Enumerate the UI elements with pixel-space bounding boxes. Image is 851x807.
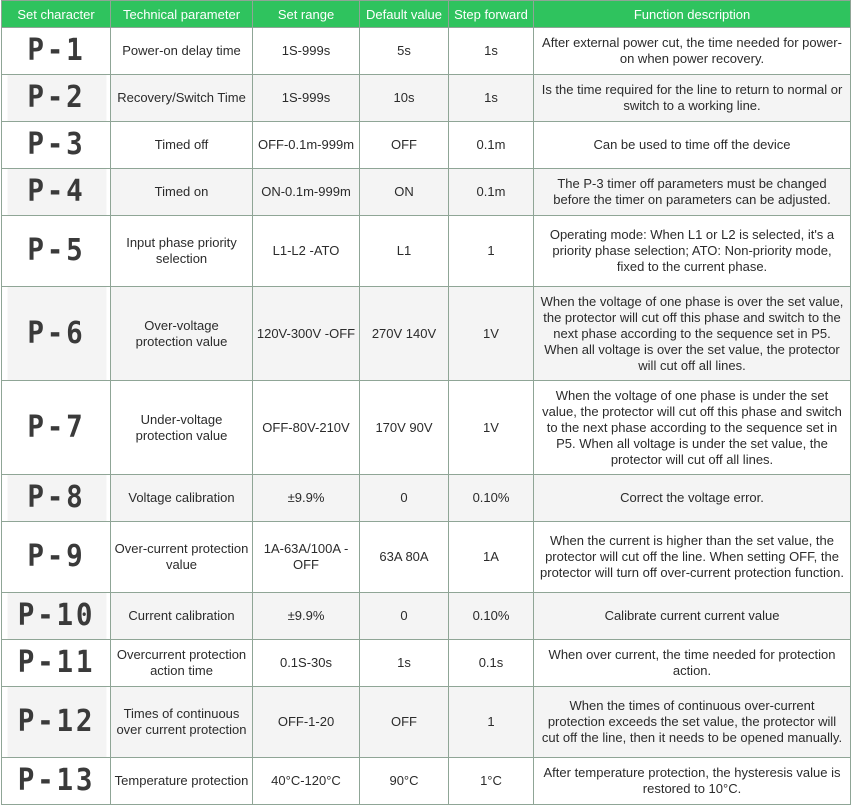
set-range: 1A-63A/100A -OFF [253,522,360,593]
function-description: Calibrate current current value [534,593,851,640]
default-value: 170V 90V [360,381,449,475]
technical-parameter: Over-voltage protection value [111,287,253,381]
table-row [2,593,851,640]
set-character-code: P-2 [6,75,106,122]
set-character-code: P-13 [6,758,106,805]
technical-parameter: Recovery/Switch Time [111,75,253,122]
function-description: When the voltage of one phase is over the set value, the protector will cut off this phase and switch to the next phase according to the sequence set in P5. When all voltage is over the set value, the protector will cut off all lines. [534,287,851,381]
table-row [2,28,851,75]
function-description: Operating mode: When L1 or L2 is selected, it's a priority phase selection; ATO: Non-priority mode, fixed to the current phase. [534,216,851,287]
function-description: When the current is higher than the set value, the protector will cut off the line. When setting OFF, the protector will turn off over-current protection function. [534,522,851,593]
function-description: Is the time required for the line to return to normal or switch to a working line. [534,75,851,122]
step-forward: 0.1m [449,169,534,216]
set-character-code: P-10 [6,593,106,640]
set-character-code: P-11 [6,640,106,687]
default-value: OFF [360,687,449,758]
table-header-row [2,1,851,28]
table-row [2,287,851,381]
technical-parameter: Power-on delay time [111,28,253,75]
default-value: L1 [360,216,449,287]
technical-parameter: Voltage calibration [111,475,253,522]
set-character-code: P-9 [6,522,106,593]
function-description: After temperature protection, the hysteresis value is restored to 10°C. [534,758,851,805]
step-forward: 1 [449,687,534,758]
function-description: When over current, the time needed for protection action. [534,640,851,687]
header-default-value: Default value [360,1,449,28]
step-forward: 1A [449,522,534,593]
default-value: 10s [360,75,449,122]
table-row [2,758,851,805]
technical-parameter: Under-voltage protection value [111,381,253,475]
default-value: 0 [360,593,449,640]
step-forward: 0.1m [449,122,534,169]
function-description: When the times of continuous over-current protection exceeds the set value, the protector will cut off the line, then it needs to be opened manually. [534,687,851,758]
function-description: Correct the voltage error. [534,475,851,522]
step-forward: 1V [449,287,534,381]
default-value: 90°C [360,758,449,805]
set-character-code: P-4 [6,169,106,216]
set-range: 120V-300V -OFF [253,287,360,381]
set-range: ±9.9% [253,475,360,522]
set-character-code: P-5 [6,216,106,287]
default-value: 5s [360,28,449,75]
function-description: When the voltage of one phase is under the set value, the protector will cut off this phase and switch to the next phase according to the sequence set in P5. When all voltage is under the set value, the protector will cut off all lines. [534,381,851,475]
set-range: ON-0.1m-999m [253,169,360,216]
set-range: OFF-1-20 [253,687,360,758]
technical-parameter: Temperature protection [111,758,253,805]
table-row [2,381,851,475]
table-row [2,216,851,287]
technical-parameter: Input phase priority selection [111,216,253,287]
header-function-description: Function description [534,1,851,28]
set-character-code: P-8 [6,475,106,522]
step-forward: 1V [449,381,534,475]
set-character-code: P-7 [6,381,106,475]
table-row [2,75,851,122]
set-range: OFF-80V-210V [253,381,360,475]
default-value: 63A 80A [360,522,449,593]
step-forward: 1s [449,28,534,75]
default-value: 1s [360,640,449,687]
table-row [2,687,851,758]
table-row [2,122,851,169]
table-row [2,475,851,522]
table-row [2,522,851,593]
set-range: 0.1S-30s [253,640,360,687]
step-forward: 0.10% [449,475,534,522]
step-forward: 1°C [449,758,534,805]
set-range: 1S-999s [253,75,360,122]
step-forward: 1 [449,216,534,287]
set-range: 1S-999s [253,28,360,75]
set-character-code: P-6 [6,287,106,381]
set-character-code: P-12 [6,687,106,758]
header-step-forward: Step forward [449,1,534,28]
parameter-table [1,0,851,805]
set-range: OFF-0.1m-999m [253,122,360,169]
set-character-code: P-3 [6,122,106,169]
technical-parameter: Timed off [111,122,253,169]
set-range: L1-L2 -ATO [253,216,360,287]
default-value: ON [360,169,449,216]
technical-parameter: Overcurrent protection action time [111,640,253,687]
step-forward: 0.1s [449,640,534,687]
set-range: ±9.9% [253,593,360,640]
set-range: 40°C-120°C [253,758,360,805]
function-description: The P-3 timer off parameters must be changed before the timer on parameters can be adjusted. [534,169,851,216]
set-character-code: P-1 [6,28,106,75]
header-set-character: Set character [2,1,111,28]
header-technical-parameter: Technical parameter [111,1,253,28]
technical-parameter: Timed on [111,169,253,216]
step-forward: 1s [449,75,534,122]
technical-parameter: Over-current protection value [111,522,253,593]
default-value: 0 [360,475,449,522]
table-row [2,169,851,216]
technical-parameter: Times of continuous over current protection [111,687,253,758]
step-forward: 0.10% [449,593,534,640]
default-value: OFF [360,122,449,169]
table-row [2,640,851,687]
technical-parameter: Current calibration [111,593,253,640]
default-value: 270V 140V [360,287,449,381]
header-set-range: Set range [253,1,360,28]
function-description: After external power cut, the time needed for power-on when power recovery. [534,28,851,75]
function-description: Can be used to time off the device [534,122,851,169]
